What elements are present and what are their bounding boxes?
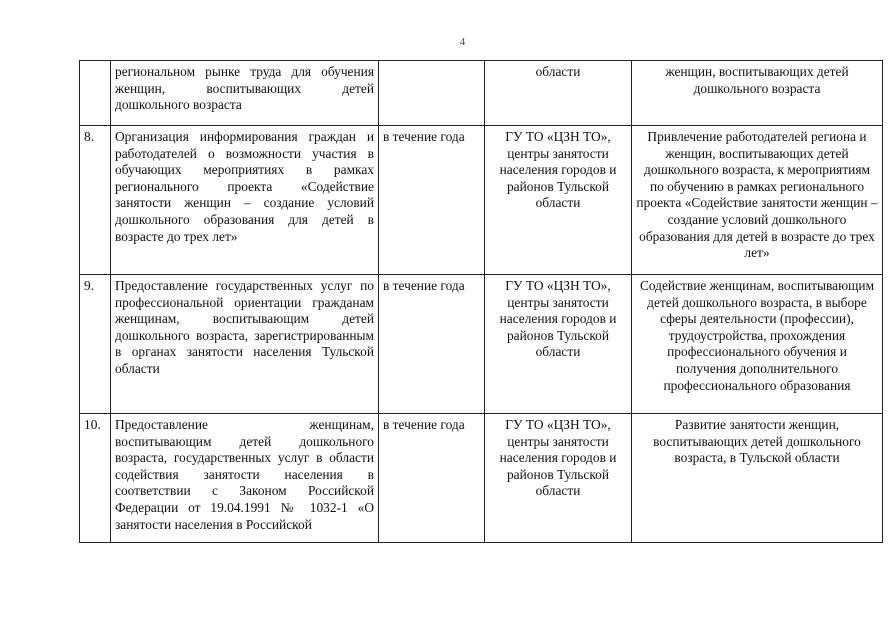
table-row [80,61,883,126]
table-row [80,275,883,414]
activity-description: Предоставление государственных услуг по профессиональной ориентации гражданам женщинам, воспитывающим детей дошкольного возраста, зарегистрированным в органах занятости населения Тульской области [111,275,379,414]
activity-description: Организация информирования граждан и работодателей о возможности участия в обучающих мероприятиях в рамках регионального проекта «Содействие занятости женщин – создание условий дошкольного образования для детей в возрасте до трех лет» [111,126,379,275]
row-number [80,61,111,126]
responsible-cell: ГУ ТО «ЦЗН ТО», центры занятости населения городов и районов Тульской области [485,126,632,275]
responsible-cell: области [485,61,632,126]
table-row [80,414,883,543]
period-cell: в течение года [379,126,485,275]
period-cell: в течение года [379,275,485,414]
row-number: 9. [80,275,111,414]
activity-description: Предоставление женщинам, воспитывающим детей дошкольного возраста, государственных услуг в области содействия занятости населения в соответствии с Законом Российской Федерации от 19.04.1991 № 1032-1 «О занятости населения в Российской [111,414,379,543]
result-cell: Содействие женщинам, воспитывающим детей дошкольного возраста, в выборе сферы деятельности (профессии), трудоустройства, прохождения профессионального обучения и получения дополнительного профессионального образования [632,275,883,414]
activity-description: региональном рынке труда для обучения женщин, воспитывающих детей дошкольного возраста [111,61,379,126]
result-cell: Развитие занятости женщин, воспитывающих детей дошкольного возраста, в Тульской области [632,414,883,543]
result-cell: Привлечение работодателей региона и женщин, воспитывающих детей дошкольного возраста, к мероприятиям по обучению в рамках регионального проекта «Содействие занятости женщин – создание условий дошкольного образования для детей в возрасте до трех лет» [632,126,883,275]
result-cell: женщин, воспитывающих детей дошкольного возраста [632,61,883,126]
row-number: 10. [80,414,111,543]
responsible-cell: ГУ ТО «ЦЗН ТО», центры занятости населения городов и районов Тульской области [485,414,632,543]
period-cell: в течение года [379,414,485,543]
page-number: 4 [459,36,466,48]
responsible-cell: ГУ ТО «ЦЗН ТО», центры занятости населения городов и районов Тульской области [485,275,632,414]
row-number: 8. [80,126,111,275]
table-row [80,126,883,275]
action-plan-table [79,60,883,543]
period-cell [379,61,485,126]
